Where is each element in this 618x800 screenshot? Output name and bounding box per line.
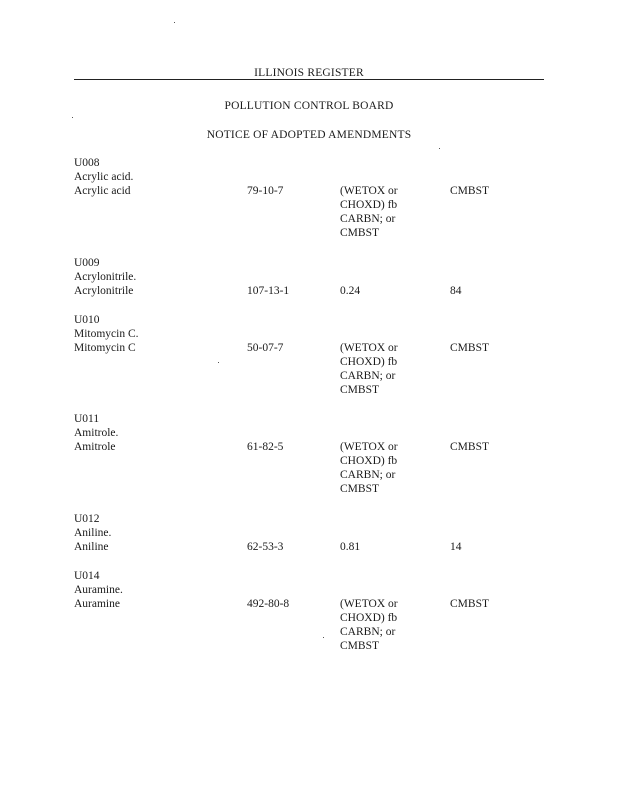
waste-row xyxy=(74,341,554,396)
waste-row xyxy=(74,184,554,239)
wastewater-line: CMBST xyxy=(340,483,379,495)
wastewater-line: CARBN; or xyxy=(340,626,396,638)
nonwastewater-standard: CMBST xyxy=(450,185,489,197)
register-title-text: ILLINOIS REGISTER xyxy=(251,67,367,79)
waste-description: Auramine. xyxy=(74,584,123,596)
register-title xyxy=(0,66,618,80)
waste-entry-u010 xyxy=(74,313,554,396)
scan-speck xyxy=(174,22,175,23)
wastewater-line: (WETOX or xyxy=(340,441,398,453)
constituent-name: Auramine xyxy=(74,598,120,610)
cas-number: 50-07-7 xyxy=(247,342,284,354)
waste-description: Acrylic acid. xyxy=(74,171,134,183)
waste-description: Amitrole. xyxy=(74,427,119,439)
wastewater-line: CARBN; or xyxy=(340,213,396,225)
wastewater-line: CHOXD) fb xyxy=(340,455,398,467)
scan-speck xyxy=(323,637,324,638)
wastewater-standard xyxy=(340,597,430,653)
waste-code: U008 xyxy=(74,157,100,169)
nonwastewater-standard: 84 xyxy=(450,285,462,297)
wastewater-line: CMBST xyxy=(340,227,379,239)
constituent-name: Mitomycin C xyxy=(74,342,136,354)
wastewater-line: (WETOX or xyxy=(340,342,398,354)
wastewater-line: (WETOX or xyxy=(340,598,398,610)
constituent-name: Acrylic acid xyxy=(74,185,131,197)
wastewater-line: 0.81 xyxy=(340,541,361,553)
waste-row xyxy=(74,597,554,652)
waste-entry-u011 xyxy=(74,412,554,495)
cas-number: 492-80-8 xyxy=(247,598,290,610)
wastewater-standard xyxy=(340,440,430,496)
wastewater-line: CMBST xyxy=(340,640,379,652)
waste-description: Acrylonitrile. xyxy=(74,271,137,283)
wastewater-line: (WETOX or xyxy=(340,185,398,197)
waste-row xyxy=(74,284,554,298)
nonwastewater-standard: CMBST xyxy=(450,441,489,453)
wastewater-line: CHOXD) fb xyxy=(340,356,398,368)
nonwastewater-standard: CMBST xyxy=(450,342,489,354)
wastewater-line: 0.24 xyxy=(340,285,361,297)
wastewater-standard xyxy=(340,540,430,554)
nonwastewater-standard: 14 xyxy=(450,541,462,553)
notice-title: NOTICE OF ADOPTED AMENDMENTS xyxy=(206,129,412,141)
constituent-name: Amitrole xyxy=(74,441,116,453)
waste-description: Aniline. xyxy=(74,527,112,539)
cas-number: 107-13-1 xyxy=(247,285,290,297)
wastewater-line: CARBN; or xyxy=(340,469,396,481)
scan-speck xyxy=(439,148,440,149)
waste-code: U010 xyxy=(74,314,100,326)
cas-number: 61-82-5 xyxy=(247,441,284,453)
waste-entry-u012 xyxy=(74,512,554,554)
wastewater-line: CMBST xyxy=(340,384,379,396)
board-title: POLLUTION CONTROL BOARD xyxy=(224,100,394,112)
waste-code: U011 xyxy=(74,413,100,425)
wastewater-line: CHOXD) fb xyxy=(340,199,398,211)
waste-entry-u008 xyxy=(74,156,554,239)
waste-code: U014 xyxy=(74,570,100,582)
waste-row xyxy=(74,540,554,554)
cas-number: 62-53-3 xyxy=(247,541,284,553)
wastewater-standard xyxy=(340,341,430,397)
cas-number: 79-10-7 xyxy=(247,185,284,197)
wastewater-standard xyxy=(340,184,430,240)
scan-speck xyxy=(218,362,219,363)
constituent-name: Acrylonitrile xyxy=(74,285,134,297)
wastewater-line: CARBN; or xyxy=(340,370,396,382)
waste-code: U012 xyxy=(74,513,100,525)
wastewater-standard xyxy=(340,284,430,298)
waste-row xyxy=(74,440,554,495)
nonwastewater-standard: CMBST xyxy=(450,598,489,610)
waste-description: Mitomycin C. xyxy=(74,328,139,340)
waste-code: U009 xyxy=(74,257,100,269)
wastewater-line: CHOXD) fb xyxy=(340,612,398,624)
waste-entry-u009 xyxy=(74,256,554,298)
constituent-name: Aniline xyxy=(74,541,109,553)
waste-entry-u014 xyxy=(74,569,554,652)
scan-speck xyxy=(72,117,73,118)
